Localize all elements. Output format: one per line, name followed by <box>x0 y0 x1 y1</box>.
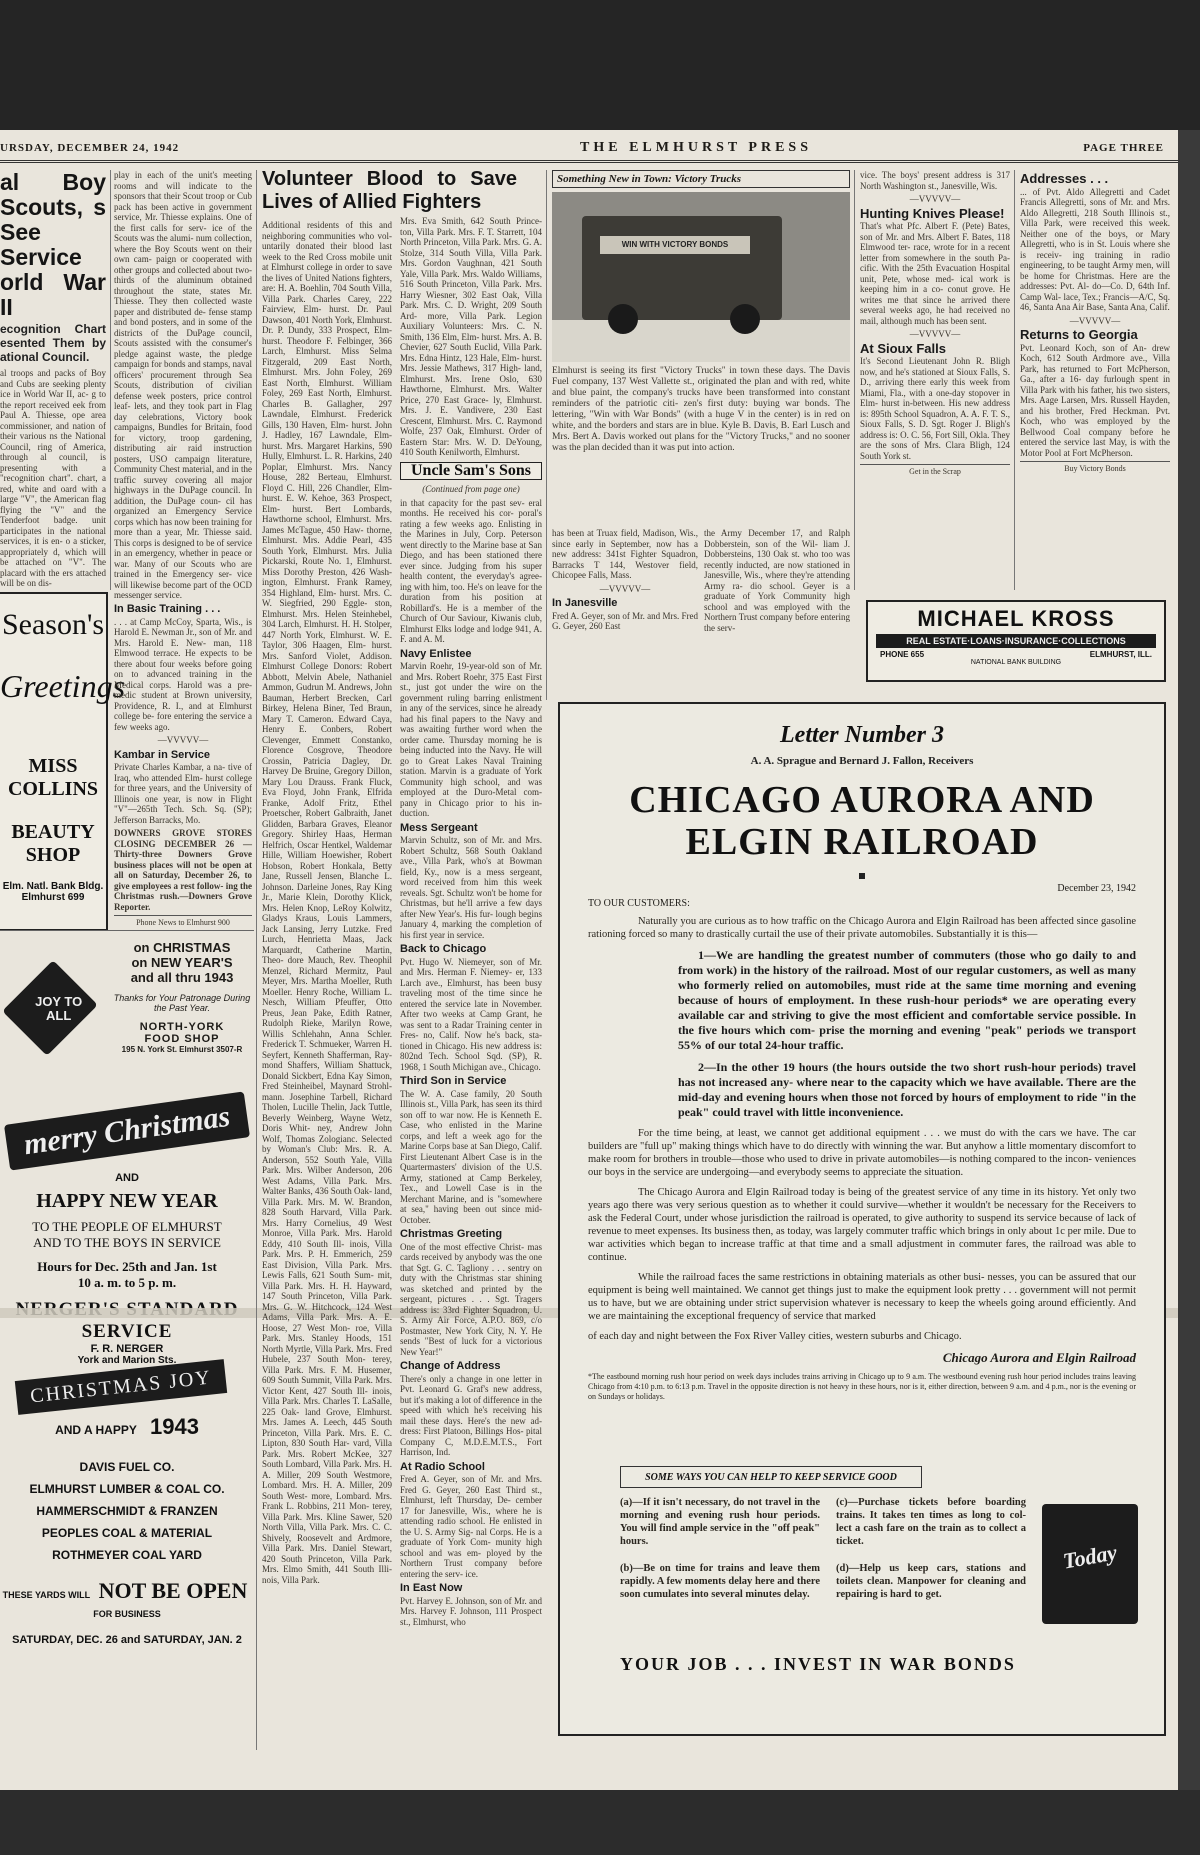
addresses-head: Addresses . . . <box>1020 171 1109 186</box>
victory-trucks-caption-title: Something New in Town: Victory Trucks <box>552 170 850 188</box>
north-york-ad <box>0 936 254 1086</box>
holiday-time: 10 a. m. to 5 p. m. <box>77 1275 177 1290</box>
these-yards: THESE YARDS WILL <box>2 1590 91 1600</box>
navy-body: Marvin Roehr, 19-year-old son of Mr. and Mrs. Robert Roehr, 375 East First st., just got under the wire on the government ruling barring enlistment in any of the services, since he already had his final papers to the Navy and was awaiting further word when the order came. Thursday morning he is being inducted into the Navy. He will go to Great Lakes Naval Training station. Marvin is a graduate of York Community high school, and was employed at the Duro-Metal com- pany in Chicago prior to his in- duction. <box>400 661 542 818</box>
not-open: NOT BE OPEN <box>98 1578 248 1603</box>
janesville-body-2: the Army December 17, and Ralph Dobberstein, son of the Wil- liam J. Dobbersteins, 130 Oak st. who too was recently inducted, are now stationed in Janesville, Wis., where they're attending Army ra- dio school. Geyer is a graduate of York Community high school and was employed with the Northern Trust company before entering the serv- <box>704 528 850 633</box>
today-text: Today <box>1061 1539 1119 1574</box>
happy-new-year: HAPPY NEW YEAR <box>36 1190 218 1212</box>
radio-school-body: Fred A. Geyer, son of Mr. and Mrs. Fred G. Geyer, 260 East Third st., Elmhurst, left Thursday, De- cember 17 for Janesville, Wis., where he is attending radio school. He enlisted in the U. S. Army Sig- nal Corps. He is a graduate of York Com- munity high school and was em- ployed by the Northern Trust company before entering the serv- ice. <box>400 1474 542 1579</box>
basic-training-head: In Basic Training . . . <box>114 603 221 615</box>
season-heading: Season's <box>1 608 105 641</box>
rush-hour-footnote: *The eastbound morning rush hour period on week days includes trains arriving in Chicago up to 9 a.m. The westbound evening rush hour period includes trains leaving Chicago from 4:10 p.m. to 6:13 p.m. Travel in the opposite direction is not heavy in these hours, nor is it, either direction, between 9 a.m. and 4 p.m., nor is the evening or on Sundays or holidays. <box>588 1372 1136 1401</box>
uncle-sams-body: in that capacity for the past sev- eral months. He received his cor- poral's rating a few weeks ago. Enlisting in the Marines in July, Corp. Peterson went directly to the Marine base at San Diego, and has been stationed there ever since. Judging from his super health content, the everyday's agree- ing with him, too. He's on leave for the duration from his position at Robillard's. He is a member of the Church of Our Saviour, Kiwanis club, Elmhurst Elks lodge and lodge 941, A. F. and A. M. <box>400 497 542 644</box>
railroad-title: CHICAGO AURORA AND ELGIN RAILROAD <box>629 779 1095 863</box>
scouts-article <box>0 170 106 640</box>
joy-tag: JOY TO ALL <box>35 994 83 1024</box>
letter-point-1: 1—We are handling the greatest number of commuters (those who go daily to and from work) in the history of the railroad. Most of our regular customers, as well as many who formerly relied on automobiles, must ride at the same time morning and evening because of hours of employment. In these rush-hour periods* we are operating every available car and striving to give the most efficient and comfortable service possible. In the five hours which com- prise the morning and evening "peak" periods we transport 55% of our total 24-hour traffic. <box>678 948 1136 1052</box>
tip-d-text: (d)—Help us keep cars, stations and toilets clean. Manpower for cleaning and repairing is hard to get. <box>836 1563 1026 1600</box>
dealer-1: DAVIS FUEL CO. <box>79 1460 175 1474</box>
tip-d <box>836 1562 1026 1622</box>
donor-list-2: Mrs. Eva Smith, 642 South Prince- ton, Villa Park. Mrs. F. T. Starrett, 104 North Princeton, Villa Park. Mrs. G. A. Stolze, 314 South Villa, Villa Park. Mrs. Gordon Vaughnan, 421 South Yale, Villa Park. Mrs. Waldo Williams, 516 South Princeton, Villa Park. Mrs. Harry Wiesner, 302 East Oak, Villa Park. Mrs. C. D. Wright, 209 South Ard- more, Villa Park. Legion Auxiliary Volunteers: Mrs. C. N. Smith, 136 Elm, Elm- hurst. Mrs. A. B. Chevier, 627 South Euclid, Villa Park. Mrs. Edna Hintz, 123 Hale, Elm- hurst. Mrs. Jessie Mathews, 317 High- land, Elmhurst. Mrs. Irene Oslo, 630 Hawthorne, Elmhurst. Mrs. Walter Price, 270 East Grace- ly, Elmhurst. Mrs. J. E. Vandivere, 230 East Crescent, Elmhurst. Mrs. C. Raymond Wolfe, 237 Oak, Elmhurst. Order of Eastern Star: Mrs. W. D. DeYoung, 410 South Kenilworth, Elmhurst. <box>400 216 542 457</box>
photo-snow <box>552 320 850 362</box>
chicago-head: Back to Chicago <box>400 943 487 955</box>
donors-continued <box>400 216 542 1746</box>
joy-name1: NORTH-YORK <box>139 1021 225 1033</box>
mess-head: Mess Sergeant <box>400 821 478 834</box>
hunting-body: That's what Pfc. Albert F. (Pete) Bates, son of Mr. and Mrs. Albert F. Bates, 118 Elmwood ter- race, wrote for in a recent letter from somewhere in the south Pa- cific. With the 25th Evacuation Hospital unit, Pete, whose med- ical work is keeping him in a co- conut grove. He writes me that since he arrived there several weeks ago, he had received no mail, although much has been sent. <box>860 221 1010 326</box>
hunting-knives-column <box>860 170 1010 590</box>
address-change-head: Change of Address <box>400 1360 501 1372</box>
hunting-head: Hunting Knives Please! <box>860 205 1005 221</box>
closing-line <box>0 1578 254 1622</box>
letter-date: December 23, 1942 <box>1057 883 1136 894</box>
joy-line2: on NEW YEAR'S <box>131 955 233 970</box>
section-rule <box>0 930 254 931</box>
truck-wheel <box>730 304 760 334</box>
truck-banner-text: WIN WITH VICTORY BONDS <box>621 240 729 249</box>
victory-truck-photo <box>552 192 850 362</box>
miss-collins-ad <box>0 592 126 931</box>
kross-services: REAL ESTATE·LOANS·INSURANCE·COLLECTIONS <box>906 636 1126 646</box>
kambar-body: Private Charles Kambar, a na- tive of Iraq, who attended Elm- hurst college for three years, and the University of Illinois one year, is now in Flight "V"—265th Tech. Sch. Sq. (SP); Jefferson Barracks, Mo. <box>114 762 252 825</box>
letter-para-4: For the time being, at least, we cannot get additional equipment . . . we must do with the cars we have. The car builders are "full up" making things which have to do directly with winning the war. But anyhow a little momentary discomfort to make room for brothers in trouble—those who used to drive in private automobiles—is nothing compared to the incon- veniences our boys in the service are undergoing—and everybody seems to appreciate the situation. <box>588 1128 1136 1178</box>
masthead-date: URSDAY, DECEMBER 24, 1942 <box>0 142 180 154</box>
georgia-body: Pvt. Leonard Koch, son of An- drew Koch, 612 South Ardmore ave., Villa Park, has returned to Fort McPherson, Ga., after a 16- day furlough spent in Villa Park with his father, his two sisters, Mrs. Aage Larsen, Mrs. Russell Hayden, and his brother, Fred Heckman. Pvt. Koch, who was employed by the Bellwood Coal company before he entered the service last May, is with the Motor Pool at Fort McPherson. <box>1020 342 1170 458</box>
continued-note: (Continued from page one) <box>422 484 520 494</box>
downers-grove-note: DOWNERS GROVE STORES CLOSING DECEMBER 26 — Thirty-three Downers Grove business places will not be open at all on Saturday, December 26, to give employees a rest follow- ing the Christmas rush.—Downers Grove Reporter. <box>114 828 252 912</box>
nerger-location: York and Marion Sts. <box>77 1355 177 1366</box>
truck-banner <box>600 236 750 254</box>
tip-c <box>836 1496 1026 1556</box>
col6-top: vice. The boys' present address is 317 North Washington st., Janesville, Wis. <box>860 170 1010 191</box>
nerger-ad <box>0 1092 254 1366</box>
joy-thanks: Thanks for Your Patronage During the Past Year. <box>113 993 251 1013</box>
janesville-head: In Janesville <box>552 597 618 609</box>
shop-phone: Elmhurst 699 <box>21 892 85 903</box>
separator: —VVVVV— <box>157 735 209 745</box>
shop-address: Elm. Natl. Bank Bldg. <box>2 881 104 892</box>
victory-trucks-caption <box>552 366 850 506</box>
nerger-owner: F. R. NERGER <box>90 1343 164 1355</box>
scouts-headline: al Boy Scouts, s See Service orld War II <box>0 169 106 320</box>
column-rule <box>110 170 111 590</box>
georgia-head: Returns to Georgia <box>1020 327 1138 342</box>
masthead-title: THE ELMHURST PRESS <box>580 140 813 155</box>
truck-body <box>582 216 782 320</box>
davis-fuel-ad <box>0 1362 254 1742</box>
scan-top-border <box>0 0 1200 130</box>
newspaper-page <box>0 130 1178 1790</box>
kross-phone: PHONE 655 <box>880 650 925 659</box>
dealer-5: ROTHMEYER COAL YARD <box>52 1548 202 1562</box>
in-east-head: In East Now <box>400 1582 463 1594</box>
and-text: AND <box>115 1172 139 1184</box>
scouts-subhead: ecognition Chart esented Them by ational Council. <box>0 322 106 364</box>
basic-training-body: . . . at Camp McCoy, Sparta, Wis., is Harold E. Newman Jr., son of Mr. and Mrs. Harold E. New- man, 118 Elmwood terrace. He expects to be there about four weeks before going on to advanced training in the Medical corps. Harold was a pre-medic student at Brown university, Providence, R. I., and at Elmhurst college be- fore entering the service a few weeks ago. <box>114 616 252 732</box>
letter-para-5: The Chicago Aurora and Elgin Railroad today is being of the greatest service of any time in its history. Yet only two years ago there was very serious question as to whether it could survive—whether it wouldn't be necessary for the Receivers to ask the Federal Court, under whose jurisdiction the railroad is operated, to give authority to suspend its service because of lack of revenue to meet expenses. Its business then, as today, was largely commuter traffic which brings in only about 1c per mile. Due to war activities which began to increase traffic at that time and a small adjustment in commuter fares, the railroad was able to continue. <box>588 1187 1136 1263</box>
michael-kross-ad <box>866 600 1166 682</box>
tip-c-text: (c)—Purchase tickets before boarding trains. It takes ten times as long to col- lect a cash fare on the train as to collect a ticket. <box>836 1497 1026 1547</box>
mess-body: Marvin Schultz, son of Mr. and Mrs. Robert Schultz, 568 South Oakland ave., Villa Park, who's at Bowman field, Ky., now is a mess sergeant, word received from him this week reveals. Sgt. Schultz won't be home for Christmas, but he'll arrive a few days after New Year's. His fur- lough begins January 4, marking the completion of his first year in service. <box>400 835 542 940</box>
third-son-head: Third Son in Service <box>400 1075 507 1087</box>
joy-to-all-badge <box>2 960 98 1056</box>
to-people: TO THE PEOPLE OF ELMHURST <box>32 1219 222 1234</box>
sioux-falls-body: It's Second Lieutenant John R. Bligh now, and he's stationed at Sioux Falls, S. D., arriving there early this week from Miami, Fla., with a one-day stopover in Elm- hurst in-between. His new address is: 895th School Squadron, A. A. F. T. S., Sioux Falls, S. D. Sgt. Roger J. Bligh's address is: O. C. 56, Fort Sill, Okla. They are the sons of Mrs. Clara Bligh, 124 South York st. <box>860 356 1010 461</box>
kambar-head: Kambar in Service <box>114 748 210 761</box>
phone-news-caption: Phone News to Elmhurst 900 <box>114 915 252 929</box>
tip-a-text: (a)—If it isn't necessary, do not travel in the morning and evening rush hour periods. You will find ample service in the "off peak" hours. <box>620 1497 820 1547</box>
to-boys: AND TO THE BOYS IN SERVICE <box>33 1235 221 1250</box>
merry-christmas-banner <box>4 1091 250 1170</box>
masthead <box>0 138 1178 163</box>
joy-address: 195 N. York St. Elmhurst 3507-R <box>121 1045 243 1054</box>
nerger-text <box>0 1172 254 1366</box>
war-bonds-slogan: YOUR JOB . . . INVEST IN WAR BONDS <box>620 1654 1016 1674</box>
address-change-body: There's only a change in one letter in Pvt. Leonard G. Graf's new address, but it's making a lot of difference in the speed with which he's receiving his mail these days. Here's the new ad- dress: First Platoon, Billings Hos- pital Company C, M.D.E.M.T.S., Fort Harrison, Ind. <box>400 1373 542 1457</box>
column-rule <box>854 170 855 590</box>
radio-school-head: At Radio School <box>400 1460 485 1473</box>
davis-and <box>0 1414 254 1440</box>
bonds-slogan: Buy Victory Bonds <box>1020 461 1170 475</box>
blood-donor-list: Additional residents of this and neighboring communities who vol- untarily donated their blood last week to the Red Cross mobile unit at Elmhurst college in order to save the lives of United Nations fighters, are: H. A. Boehlin, 704 South Villa, Villa Park. Charles Carey, 222 Fairview, Elm- hurst. Dr. Paul Dawson, 401 North York, Elmhurst. Dr. P. Dundy, 333 Prospect, Elm- hurst. Theodore F. Felbinger, 366 Larch, Elmhurst. Miss Selma Fitzgerald, 209 East North, Elmhurst. Mrs. John Foley, 269 East North, Elmhurst. William Foley, 269 East North, Elmhurst. Charles B. Gallagher, 297 Lawndale, Elmhurst. Frederick Gills, 130 Haven, Elm- hurst. John J. Hadley, 167 Lawndale, Elm- hurst. Mrs. Margaret Harkins, 590 Hully, Elmhurst. L. R. Harkins, 240 Poplar, Elmhurst. Mrs. Nancy House, 282 Berteau, Elmhurst. Floyd C. Hill, 226 Chandler, Elm- hurst. E. W. Kehoe, 363 Prospect, Elm- hurst. Bert Lombards, Hawthorne school, Elmhurst. Mrs. James McTague, 450 Haw- thorne, Elmhurst. Mrs. Addie Pearl, 435 South York, Elmhurst. Mrs. Julia Pickarski, Route No. 1, Elmhurst. Miss Dorothy Preston, 426 Wash- ington, Elmhurst. Frank Ramey, 354 Highland, Elm- hurst. Mrs. C. W. Siegfried, 290 Eggle- ston, Elmhurst. Mrs. Helen Steinhebel, 304 Larch, Elmhurst. H. H. Stolper, 447 North York, Elmhurst. W. E. Taylor, 306 Haagen, Elm- hurst. Mrs. Sanford Violet, Addison. Elmhurst College Donors: Robert Abbott, Melvin Abele, Nathaniel Ammon, Gudrun M. Andrews, John Bauman, Herbert Brecken, Carl Birkey, Helena Biner, Ted Braun, Mary T. Cameron. Edward Caya, Henry E. Conbers, Robert Clevenger, Emmett Constanko, Florence Cosgrove, Theodore Crossin, Patricia Dagley, Dr. Harvey De Bruine, Gregory Dillon, Mary Lou Drauss. Frank Fluck, Eva Floyd, John Frank, Elfrida Franke, Adolf Fritz, Ethel Proetscher, Robert Galbraith, Janet Glidden, Barbara Graves, Eleanor Gregory. Shirley Haas, Herman Helfrich, Oscar Hentkel, Waldemar Hille, William Hoewisher, Robert Hobson, Robert Honkala, Betty Jane, Russell Jensen, Blanche L. Johnson. Darleine Jones, Ray King Jr., Marie Klein, Dorothy Klick, Mrs. Helen Knop, LeRoy Kolwitz, Gladys Kraus, Louis Lammers, Jack Lansing, Jerry Lutzke. Fred Lurch, Henrietta Maas, Jack Marquardt, Catherine Martin, Theo- dore Mauch, Rev. Theophil Menzel, Richard Mermitz, Paul Meyer, Mrs. Martha Moeller, Ruth Moeller. Henry Roche, William L. Nesch, William Pfeuffer, Otto Preus, Jean Pake, Edith Ratner, Rudolph Rieke, Marilyn Rowe, Willis Schlehahn, Anna Schler. Frederick T. Schmueker, Warren H. Seyfert, Kenneth Shafferman, Ray- mond Shaffers, William Shattuck, Donald Sickbert, Edna Kay Simon, Fred Steinheibel, Maynard Strohl- mann. Josephine Tarbell, Richard Tholen, Lucille Thelin, Jack Tuttle, Beverly Weinberg, Wayne Wetz, Doris Whit- ney, Andrew John Wolf, Thomas Zologianc. Selected by Woman's Club: Mrs. R. A. Anderson, 552 South Yale, Villa Park. Mrs. Wilber Anderson, 206 West Adams, Villa Park. Mrs. Walter Banks, 436 South Oak- land, Villa Park. Mrs. M. W. Brandon, 828 South Harvard, Villa Park. Mrs. Harry Cornelius, 49 West Monroe, Villa Park. Mrs. Harold Eddy, 410 South Ill- inois, Villa Park. Mrs. P. H. Emmerich, 259 East Division, Villa Park. Mrs. Lewis Falls, 621 South Sum- mit, Villa Park. Mrs. H. H. Hayward, 147 South Princeton, Villa Park. Mrs. G. W. Hitchcock, 124 West Adams, Villa Park. Mrs. A. E. Hoose, 27 West Mon- roe, Villa Park. Mrs. Stanley Hoods, 151 North Myrtle, Villa Park. Mrs. Fred Hubele, 237 South Mon- terey, Villa Park. Mrs. F. M. Husemer, 609 South Summit, Villa Park. Mrs. Victor Kent, 427 South Ill- inois, Villa Park. Mrs. Charles T. LaSalle, 225 Oak- land Grove, Elmhurst. Mrs. James A. Leech, 445 South Princeton, Villa Park. Mrs. E. C. Lipton, 830 South Har- vard, Villa Park. Mrs. Robert McKee, 327 South Lombard, Villa Park. Mrs. H. A. Miller, 209 South Westmore, Lombard. Mrs. H. A. Miller, 209 South West- more, Lombard. Mrs. Frank L. Robbins, 211 Mon- terey, Villa Park. Mrs. Kline Sawer, 520 North Villa, Villa Park. Mrs. C. C. Shively, Roosevelt and Ardmore, Villa Park. Mrs. Daniel Stewart, 420 South Princeton, Villa Park. Mrs. Elmo Smith, 441 South Illi- nois, Villa Park. <box>262 220 393 1585</box>
letter-number: Letter Number 3 <box>780 722 944 748</box>
addresses-body: ... of Pvt. Aldo Allegretti and Cadet Francis Allegretti, sons of Mr. and Mrs. Aldo Allegretti, 218 South Illinois st., Villa Park, were received this week. Neither one of the boys, or Mary Allegretti, who is in St. Louis where she is receiv- ing training in radio engineering, to be taught Army men, will be home for Christmas. Here are the addresses: Pvt. Al- do—Co. D, 64th Inf. Camp Wal- lace, Tex.; Francis—A/C, Sq. 46, Santa Ana Air Base, Santa Ana, Calif. <box>1020 186 1170 312</box>
uncle-sams-sons-head: Uncle Sam's Sons <box>410 461 532 479</box>
davis-text <box>0 1414 254 1646</box>
chicago-body: Pvt. Hugo W. Niemeyer, son of Mr. and Mrs. Herman F. Niemey- er, 133 Larch ave., Elmhurst, has been busy traveling most of the time since he entered the service late in November. After two weeks at Camp Grant, he was sent to a Radar Training center in Fres- no, Calif. Now he's back, sta- tioned in Chicago. His new address is: 802nd Tech. School Sqd. (SP), R. 1968, 1 South Michigan ave., Chicago. <box>400 956 542 1072</box>
column-rule <box>546 170 547 700</box>
victory-caption-text: Elmhurst is seeing its first "Victory Trucks" in town these days. The Davis Fuel company, 137 West Vallette st., originated the plan and with red, white and blue paint, the company's trucks have been transformed into constant reminders of the patriotic citi- zen's first duty: buying war bonds. The lettering, "Win with War Bonds" (with a huge V in the center) is in red on white, and the borders and stars are in blue. Kyle B. Davis, B. Earl Lusch and Mrs. Bert A. Davis worked out plans for the "Victory Trucks," and no sooner was the plan decided than it was put into action. <box>552 366 850 453</box>
title-bullet <box>859 873 865 879</box>
in-east-body: Pvt. Harvey E. Johnson, son of Mr. and Mrs. Harvey F. Johnson, 111 Prospect st., Elmhurst, who <box>400 1595 542 1627</box>
tip-a <box>620 1496 820 1556</box>
basic-training-article <box>114 600 252 927</box>
and-happy: AND A HAPPY <box>55 1423 137 1437</box>
victory-trucks-feature <box>552 170 850 550</box>
scan-bottom-border <box>0 1790 1200 1855</box>
receivers-line: A. A. Sprague and Bernard J. Fallon, Receivers <box>750 755 974 767</box>
christmas-joy-banner <box>15 1359 227 1415</box>
janesville-continued <box>704 528 850 638</box>
third-son-body: The W. A. Case family, 20 South Illinois st., Villa Park, has seen its third son off to war now. He is Kenneth E. Case, who enlisted in the Marine corps, and left a week ago for the Marine Corps base at San Diego, Calif. First Lieutenant Albert Case is in the Quartermasters' division of the U.S. Army, stationed at Camp Berkeley, Tex., and Lowell Case is in the Merchant Marine, and is "somewhere at sea," having been out since mid-October. <box>400 1088 542 1225</box>
holiday-hours: Hours for Dec. 25th and Jan. 1st <box>37 1259 217 1274</box>
kross-bank: NATIONAL BANK BUILDING <box>970 659 1062 666</box>
kross-city: ELMHURST, ILL. <box>1089 650 1152 659</box>
tip-b-text: (b)—Be on time for trains and leave them rapidly. A few moments delay here and there soon cumulates into several minutes delay. <box>620 1563 820 1600</box>
letter-para-6: While the railroad faces the same restrictions in obtaining materials as other busi- nesses, you can be assured that our equipment is being well maintained. We cannot get things just to make the equipment look pretty . . . government will not permit us to have, but we are obtaining under strict supervision whatever is necessary to keep the wheels going around efficiently. And we are maintaining the exceptional frequency of service that marked <box>588 1272 1136 1322</box>
addresses-column <box>1020 170 1170 590</box>
truax-text: has been at Truax field, Madison, Wis., since early in September, now has a new address: 341st Fighter Squadron, Barracks T 144, Westover field, Chicopee Falls, Mass. <box>552 528 698 580</box>
letter-point-2: 2—In the other 19 hours (the hours outside the two short rush-hour periods) travel has not increased any- where near to the capacity which we have available. There are the mid-day and evening hours when those not forced by hours of employment to ride "in the peak" could travel with little inconvenience. <box>678 1060 1136 1119</box>
christmas-greeting-head: Christmas Greeting <box>400 1228 503 1240</box>
sioux-falls-head: At Sioux Falls <box>860 340 946 356</box>
year-1943: 1943 <box>149 1414 199 1439</box>
greetings-script: Greetings <box>0 668 126 704</box>
joy-line3: and all thru 1943 <box>130 970 234 985</box>
nerger-name: SERVICE <box>81 1321 173 1342</box>
janesville-body: Fred A. Geyer, son of Mr. and Mrs. Fred G. Geyer, 260 East <box>552 610 698 631</box>
separator: —VVVVV— <box>1069 315 1121 326</box>
letter-para-1: Naturally you are curious as to how traffic on the Chicago Aurora and Elgin Railroad has been affected since gasoline rationing forced so many to drastically curtail the use of their private automobiles. Substantially it is this— <box>588 916 1136 940</box>
scouts-body-2: play in each of the unit's meeting rooms and will indicate to the sponsors that their Scout troop or Cub pack has been active in government service, Mr. Thiesse explains. One of the first calls for serv- ice of the Scouts was the alumi- num collection, where the Boy Scouts went on their own cam- paign or cooperated with other groups and collected about two- thirds of the aluminum obtained throughout the state, states Mr. Thiesse. They then collected waste paper and distributed de- fense stamp and bond posters, and in some of the districts of the DuPage council, Scouts assisted with the consumer's pledge against waste, the pledge campaign for bonds and stamps, naval officers' procurement through Sea Scouts, distribution of civilian defense week posters, price control leaf- lets, and they took part in Flag day celebrations, Victory book campaigns, Bundles for Britain, food for victory, troop gardening, distributing air raid instruction posters, USO campaign literature, Community Chest material, and in the traffic survey covering all major highways in the DuPage council. In addition, the DuPage coun- cil has organized an Emergency Service corps which has now been training for more than a year, Mr. Thiesse said. This corps is designed to be of service in an emergency, whether in peace or war. Many of our Scouts who are trained in the Emergency ser- vice will likewise become part of the OCD messenger service. <box>114 170 252 600</box>
joy-name2: FOOD SHOP <box>144 1033 220 1045</box>
merry-christmas-text: merry Christmas <box>21 1099 232 1162</box>
tip-b <box>620 1562 820 1622</box>
separator: —VVVVV— <box>909 329 961 339</box>
closing-dates: SATURDAY, DEC. 26 and SATURDAY, JAN. 2 <box>12 1634 242 1646</box>
christmas-greeting-body: One of the most effective Christ- mas cards received by anybody was the one that Sgt. G. C. Tagliony . . . sentry on duty with the Christmas star shining was sketched and printed by the sergeant, pictures . . . Sgt. Tragers address is: 33rd Fighter Squadron, U. S. Army Air Force, A.P.O. 869, c/o Postmaster, New York City, N. Y. He sends "Best of luck for a victorious New Year!" <box>400 1241 542 1357</box>
north-york-text <box>110 940 254 1054</box>
shop-name-1: MISS COLLINS <box>7 755 99 800</box>
dealer-3: HAMMERSCHMIDT & FRANZEN <box>36 1504 218 1518</box>
scouts-continued <box>114 170 252 600</box>
uncle-sams-sons-box <box>400 462 542 481</box>
janesville-article <box>552 528 698 638</box>
letter-para-7: of each day and night between the Fox River Valley cities, western suburbs and Chicago. <box>588 1331 962 1342</box>
scrap-slogan: Get in the Scrap <box>860 464 1010 478</box>
scouts-body: al troops and packs of Boy and Cubs are seeking plenty ice in World War II, ac- g to the report received eek from Paul A. Thiesse, ope area commissioner, and nation of their various ns the National Council, ring of America, through al council, is presenting with a "recognition chart". chart, a red, white and oard with a large "V", the American flag flying the "V" and the Tenderfoot badge. unit participates in the national services, it is en- o a sticker, appropriately d, which will be attached on "V". The placard with the ers attached will be on dis- <box>0 368 106 588</box>
christmas-joy-text: CHRISTMAS JOY <box>29 1366 213 1408</box>
kross-name: MICHAEL KROSS <box>917 606 1115 631</box>
ways-to-help-banner <box>620 1466 922 1488</box>
salutation: TO OUR CUSTOMERS: <box>588 898 690 909</box>
railroad-letter-ad <box>558 702 1166 1736</box>
scan-right-border <box>1178 130 1200 1790</box>
blood-headline: Volunteer Blood to Save Lives of Allied Fighters <box>262 168 517 213</box>
joy-line1: on CHRISTMAS <box>133 940 231 955</box>
railroad-inner <box>588 722 1136 1409</box>
dealer-2: ELMHURST LUMBER & COAL CO. <box>29 1482 225 1496</box>
column-rule <box>1014 170 1015 590</box>
truck-wheel <box>608 304 638 334</box>
separator: —VVVVV— <box>599 583 651 594</box>
shop-name-2: BEAUTY SHOP <box>11 821 95 866</box>
masthead-page: PAGE THREE <box>1083 142 1164 154</box>
railroad-signature: Chicago Aurora and Elgin Railroad <box>942 1350 1136 1365</box>
separator: —VVVVV— <box>909 194 961 204</box>
kross-services-band <box>876 634 1156 648</box>
navy-head: Navy Enlistee <box>400 647 472 660</box>
column-rule <box>256 170 257 1750</box>
dealer-4: PEOPLES COAL & MATERIAL <box>41 1526 213 1540</box>
ways-to-help-text: SOME WAYS YOU CAN HELP TO KEEP SERVICE GOOD <box>645 1472 897 1483</box>
for-business: FOR BUSINESS <box>93 1609 161 1619</box>
war-bonds-today-badge <box>1042 1504 1138 1624</box>
